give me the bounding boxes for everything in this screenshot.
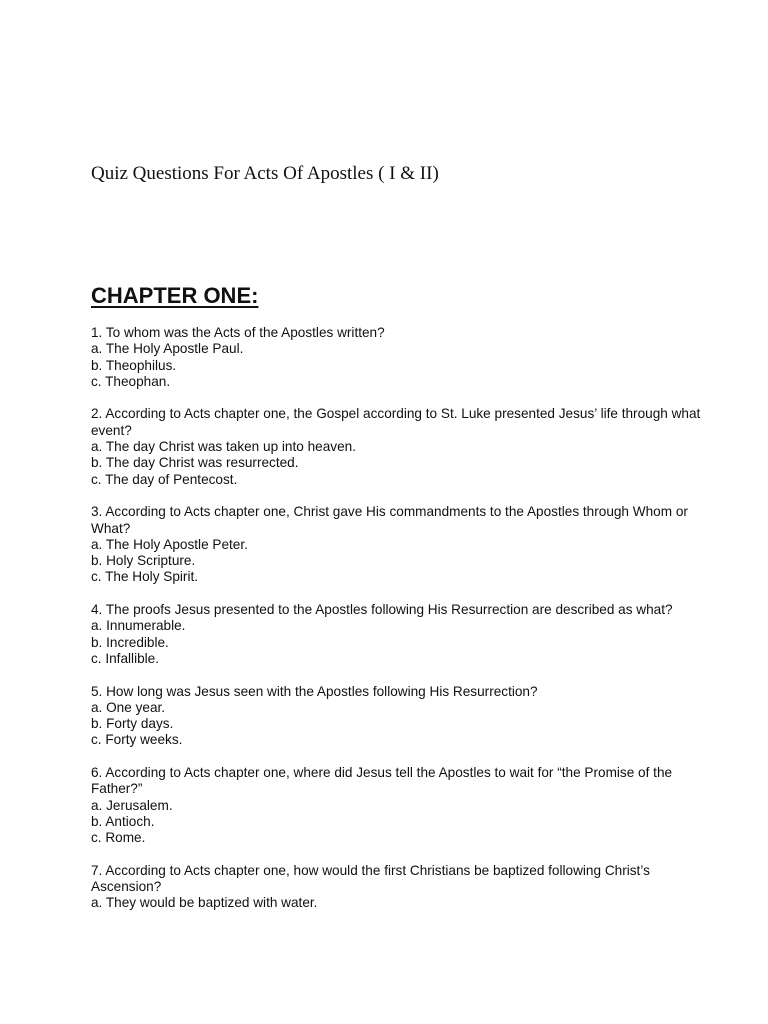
answer-option: b. Holy Scripture. bbox=[91, 553, 196, 569]
question-1 bbox=[91, 325, 711, 390]
question-4 bbox=[91, 602, 711, 667]
answer-option: c. The day of Pentecost. bbox=[91, 471, 238, 487]
answer-option: b. Antioch. bbox=[91, 813, 155, 829]
question-3 bbox=[91, 504, 711, 585]
question-2 bbox=[91, 406, 711, 487]
answer-option: b. Theophilus. bbox=[91, 357, 177, 373]
question-text: 2. According to Acts chapter one, the Gospel according to St. Luke presented Jesus’ life through what event? bbox=[91, 406, 701, 438]
answer-option: a. They would be baptized with water. bbox=[91, 895, 318, 911]
question-text: 4. The proofs Jesus presented to the Apostles following His Resurrection are described as what? bbox=[91, 602, 673, 618]
document-title: Quiz Questions For Acts Of Apostles ( I & II) bbox=[91, 163, 439, 184]
answer-option: c. Forty weeks. bbox=[91, 732, 183, 748]
answer-option: a. The Holy Apostle Paul. bbox=[91, 341, 244, 357]
answer-option: a. The Holy Apostle Peter. bbox=[91, 536, 248, 552]
answer-option: a. One year. bbox=[91, 699, 166, 715]
answer-option: a. The day Christ was taken up into heaven. bbox=[91, 439, 356, 455]
chapter-heading: CHAPTER ONE: bbox=[91, 283, 259, 308]
answer-option: a. Jerusalem. bbox=[91, 797, 173, 813]
answer-option: b. Forty days. bbox=[91, 716, 174, 732]
question-7 bbox=[91, 863, 711, 912]
question-text: 6. According to Acts chapter one, where did Jesus tell the Apostles to wait for “the Promise of the Father?” bbox=[91, 765, 673, 797]
question-5 bbox=[91, 684, 711, 749]
answer-option: c. Rome. bbox=[91, 830, 146, 846]
answer-option: b. Incredible. bbox=[91, 634, 169, 650]
answer-option: c. The Holy Spirit. bbox=[91, 569, 199, 585]
answer-option: c. Infallible. bbox=[91, 650, 160, 666]
answer-option: b. The day Christ was resurrected. bbox=[91, 455, 299, 471]
question-text: 3. According to Acts chapter one, Christ gave His commandments to the Apostles through Whom or What? bbox=[91, 504, 688, 536]
question-text: 5. How long was Jesus seen with the Apostles following His Resurrection? bbox=[91, 683, 538, 699]
question-6 bbox=[91, 765, 711, 846]
question-text: 1. To whom was the Acts of the Apostles written? bbox=[91, 325, 385, 340]
answer-option: c. Theophan. bbox=[91, 373, 171, 389]
question-text: 7. According to Acts chapter one, how would the first Christians be baptized following Christ’s Ascension? bbox=[91, 862, 650, 895]
question-list bbox=[91, 325, 711, 928]
answer-option: a. Innumerable. bbox=[91, 618, 186, 634]
